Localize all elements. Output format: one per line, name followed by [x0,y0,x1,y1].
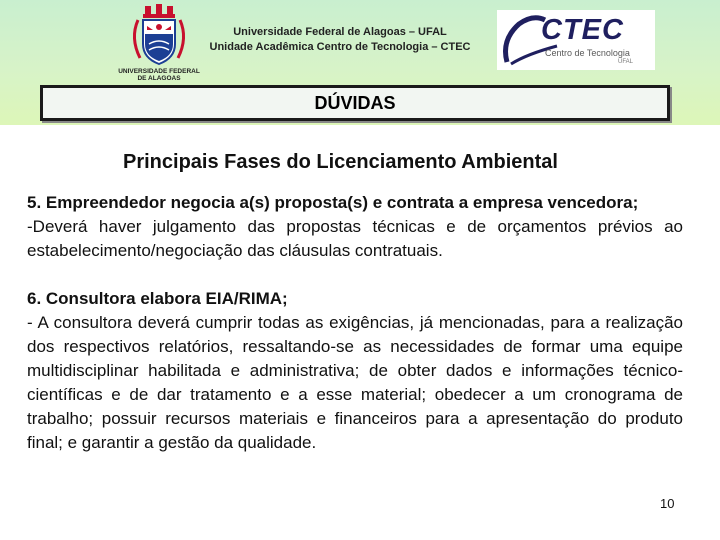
ctec-logo-word: CTEC [541,14,624,46]
unit-name: Unidade Acadêmica Centro de Tecnologia – CTEC [209,41,471,53]
paragraph-gap [27,263,683,287]
ctec-logo-subtitle-ufal: UFAL [618,59,634,65]
institution-name: Universidade Federal de Alagoas – UFAL [233,26,447,38]
duvidas-banner [40,85,670,121]
item5-body: -Deverá haver julgamento das propostas técnicas e de orçamentos prévios ao estabelecimento/negociação das cláusulas contratuais. [27,217,683,260]
banner-title: DÚVIDAS [314,92,396,113]
item6-body: - A consultora deverá cumprir todas as exigências, já mencionadas, para a realização dos respectivos relatórios, ressaltando-se as necessidades de formar uma equipe multidisciplinar habilitada e administrativa; de obter dados e informações técnico-científicas e de dar tratamento e a esse material; obedecer a um cronograma de trabalho; possuir recursos materiais e financeiros para a apresentação do produto final; e garantir a gestão da qualidade. [27,313,683,452]
item6-heading: 6. Consultora elabora EIA/RIMA; [27,289,288,308]
slide-body [27,191,683,455]
ctec-logo-subtitle: Centro de Tecnologia [545,48,630,58]
page-number: 10 [660,496,675,511]
ctec-logo [497,10,655,70]
slide-title: Principais Fases do Licenciamento Ambiental [123,151,558,173]
item5-heading: 5. Empreendedor negocia a(s) proposta(s) e contrata a empresa vencedora; [27,193,639,212]
ufal-logo-text: UNIVERSIDADE FEDERAL DE ALAGOAS [118,68,200,82]
